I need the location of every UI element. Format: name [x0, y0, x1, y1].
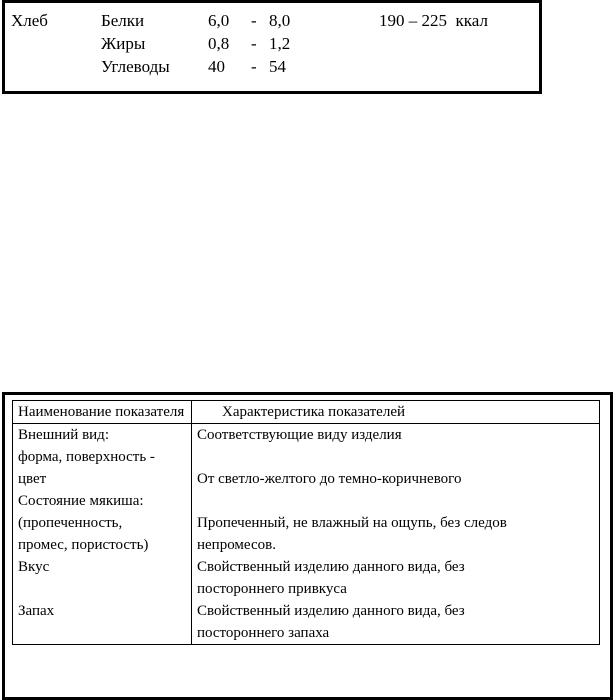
indicator-characteristic	[192, 424, 600, 491]
indicator-name-line: промес, пористость)	[18, 537, 149, 553]
characteristic-line: От светло-желтого до темно-коричневого	[197, 471, 462, 487]
quality-table	[12, 400, 600, 645]
nutrient-name: Жиры	[101, 34, 146, 53]
characteristic-line: Свойственный изделию данного вида, без	[197, 603, 465, 619]
indicator-name-line: Вкус	[18, 559, 50, 575]
characteristic-line: Свойственный изделию данного вида, без	[197, 559, 465, 575]
characteristic-line: Пропеченный, не влажный на ощупь, без следов	[197, 515, 507, 531]
indicator-name-line: цвет	[18, 471, 47, 487]
energy-value: 190 – 225 ккал	[379, 11, 488, 30]
characteristic-line	[197, 490, 594, 512]
nutrient-name: Белки	[101, 11, 145, 30]
indicator-name-line	[18, 622, 186, 644]
nutrient-min: 6,0	[208, 11, 230, 30]
nutrient-separator: -	[251, 34, 257, 53]
indicator-name-line	[18, 578, 186, 600]
table-row	[13, 490, 600, 556]
indicator-characteristic	[192, 600, 600, 645]
nutrient-separator: -	[251, 11, 257, 30]
characteristic-line	[197, 446, 594, 468]
indicator-name	[13, 424, 192, 491]
indicator-name-line: Запах	[18, 603, 55, 619]
nutrient-max: 54	[269, 57, 286, 76]
header-indicator-name: Наименование показателя	[13, 401, 192, 424]
table-row	[13, 424, 600, 491]
indicator-name-line: Состояние мякиша:	[18, 493, 144, 509]
nutrient-max: 8,0	[269, 11, 291, 30]
product-name: Хлеб	[11, 11, 48, 30]
indicator-characteristic	[192, 490, 600, 556]
characteristic-line: непромесов.	[197, 537, 276, 553]
indicator-name-line: (пропеченность,	[18, 515, 123, 531]
table-row	[13, 556, 600, 600]
nutrient-max: 1,2	[269, 34, 291, 53]
indicator-name-line: форма, поверхность -	[18, 449, 155, 465]
table-row	[13, 600, 600, 645]
nutrient-min: 0,8	[208, 34, 230, 53]
characteristic-line: постороннего запаха	[197, 625, 330, 641]
nutrient-min: 40	[208, 57, 225, 76]
nutrient-separator: -	[251, 57, 257, 76]
indicator-name-line: Внешний вид:	[18, 427, 109, 443]
indicator-characteristic	[192, 556, 600, 600]
table-header-row	[13, 401, 600, 424]
indicator-name	[13, 556, 192, 600]
nutrition-box	[2, 0, 542, 94]
indicator-name	[13, 600, 192, 645]
quality-table-box	[2, 392, 613, 700]
indicator-name	[13, 490, 192, 556]
characteristic-line: постороннего привкуса	[197, 581, 347, 597]
characteristic-line: Соответствующие виду изделия	[197, 427, 402, 443]
nutrient-name: Углеводы	[101, 57, 170, 76]
header-indicator-characteristics: Характеристика показателей	[192, 401, 600, 424]
